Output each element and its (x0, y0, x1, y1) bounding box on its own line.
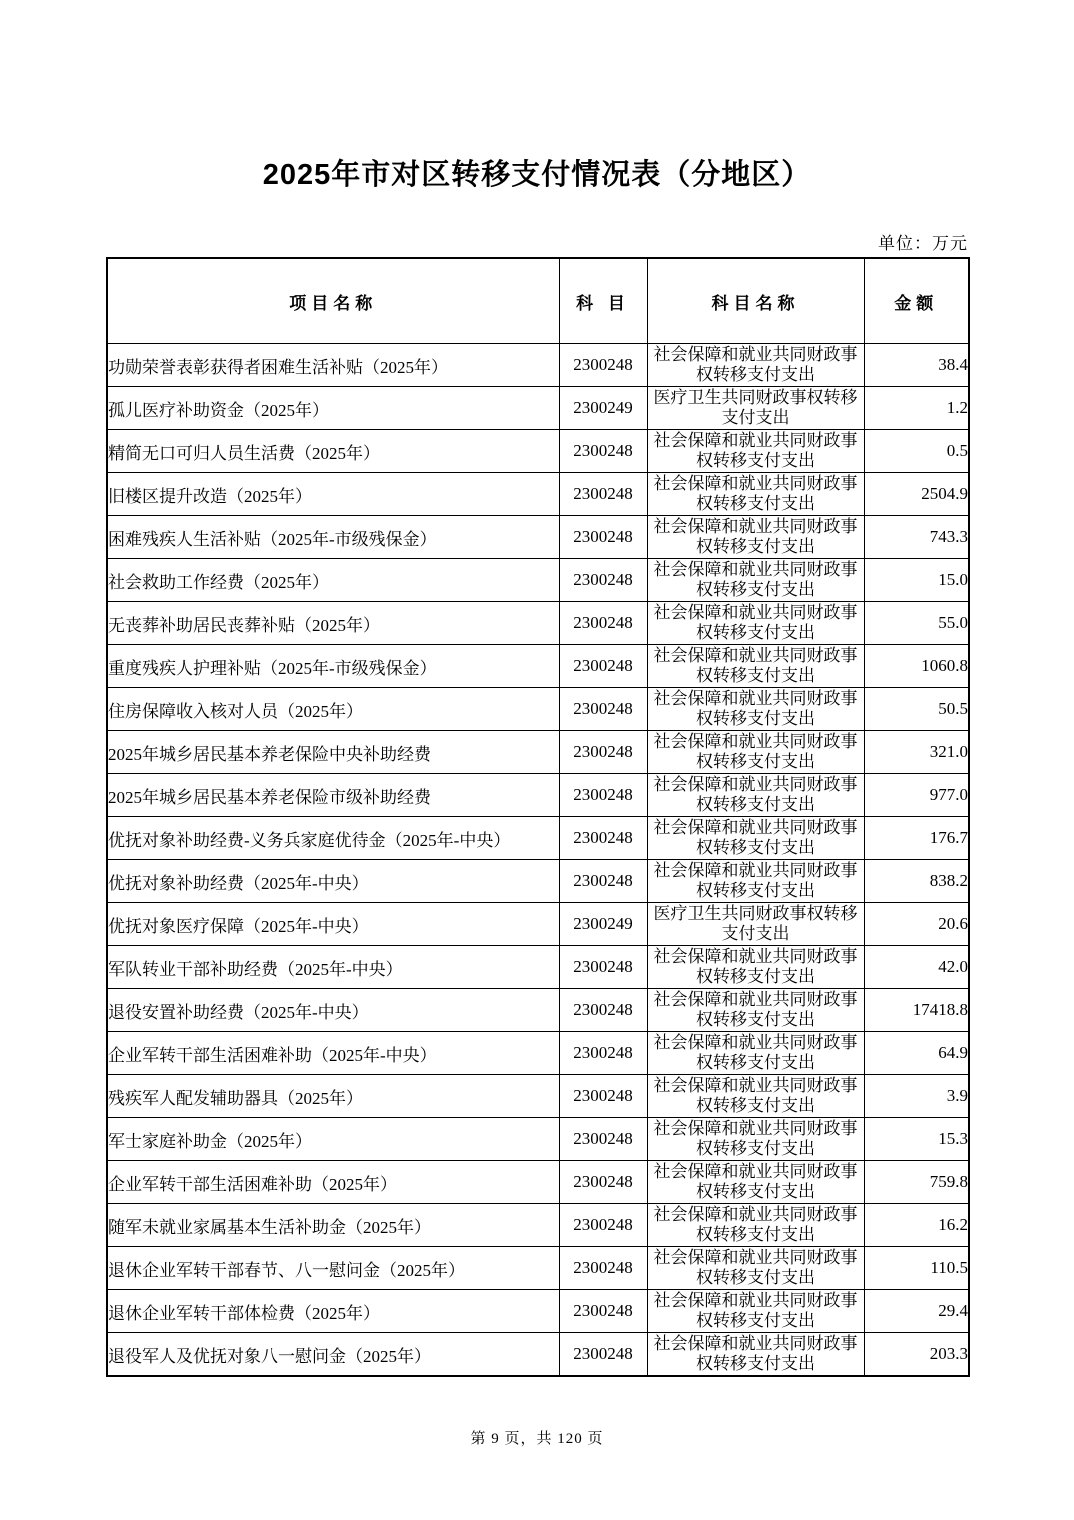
project-name-cell: 旧楼区提升改造（2025年） (107, 473, 559, 516)
table-row (107, 1333, 969, 1377)
project-name-cell: 精简无口可归人员生活费（2025年） (107, 430, 559, 473)
subject-code-cell: 2300248 (559, 473, 647, 516)
project-name-cell: 随军未就业家属基本生活补助金（2025年） (107, 1204, 559, 1247)
subject-name-cell: 社会保障和就业共同财政事权转移支付支出 (647, 989, 864, 1032)
subject-code-cell: 2300249 (559, 387, 647, 430)
subject-code-cell: 2300248 (559, 817, 647, 860)
col-header-amount: 金额 (864, 258, 969, 344)
page-footer: 第 9 页，共 120 页 (470, 1431, 604, 1447)
project-name-cell: 企业军转干部生活困难补助（2025年） (107, 1161, 559, 1204)
subject-code-cell: 2300248 (559, 860, 647, 903)
project-name-cell: 优抚对象补助经费-义务兵家庭优待金（2025年-中央） (107, 817, 559, 860)
amount-cell: 55.0 (864, 602, 969, 645)
subject-code-cell: 2300248 (559, 602, 647, 645)
amount-cell: 3.9 (864, 1075, 969, 1118)
table-row (107, 1161, 969, 1204)
subject-code-cell: 2300248 (559, 344, 647, 387)
table-row (107, 1075, 969, 1118)
subject-code-cell: 2300248 (559, 688, 647, 731)
subject-code-cell: 2300248 (559, 516, 647, 559)
subject-code-cell: 2300248 (559, 774, 647, 817)
amount-cell: 176.7 (864, 817, 969, 860)
amount-cell: 2504.9 (864, 473, 969, 516)
table-row (107, 645, 969, 688)
subject-name-cell: 社会保障和就业共同财政事权转移支付支出 (647, 817, 864, 860)
subject-code-cell: 2300248 (559, 1333, 647, 1377)
table-header-row (107, 258, 969, 344)
subject-name-cell: 社会保障和就业共同财政事权转移支付支出 (647, 1032, 864, 1075)
table-row (107, 516, 969, 559)
table-row (107, 602, 969, 645)
table-section (106, 229, 968, 1377)
amount-cell: 20.6 (864, 903, 969, 946)
subject-name-cell: 社会保障和就业共同财政事权转移支付支出 (647, 1204, 864, 1247)
project-name-cell: 社会救助工作经费（2025年） (107, 559, 559, 602)
subject-code-cell: 2300248 (559, 1032, 647, 1075)
subject-name-cell: 社会保障和就业共同财政事权转移支付支出 (647, 645, 864, 688)
subject-name-cell: 社会保障和就业共同财政事权转移支付支出 (647, 602, 864, 645)
amount-cell: 1.2 (864, 387, 969, 430)
subject-name-cell: 医疗卫生共同财政事权转移支付支出 (647, 903, 864, 946)
subject-code-cell: 2300248 (559, 1247, 647, 1290)
table-row (107, 473, 969, 516)
subject-name-cell: 社会保障和就业共同财政事权转移支付支出 (647, 860, 864, 903)
table-row (107, 1118, 969, 1161)
table-row (107, 774, 969, 817)
table-row (107, 344, 969, 387)
amount-cell: 977.0 (864, 774, 969, 817)
amount-cell: 17418.8 (864, 989, 969, 1032)
amount-cell: 38.4 (864, 344, 969, 387)
amount-cell: 15.0 (864, 559, 969, 602)
table-row (107, 1247, 969, 1290)
amount-cell: 743.3 (864, 516, 969, 559)
subject-name-cell: 社会保障和就业共同财政事权转移支付支出 (647, 688, 864, 731)
subject-name-cell: 社会保障和就业共同财政事权转移支付支出 (647, 430, 864, 473)
subject-name-cell: 社会保障和就业共同财政事权转移支付支出 (647, 516, 864, 559)
col-header-subject-code: 科 目 (559, 258, 647, 344)
table-row (107, 688, 969, 731)
amount-cell: 1060.8 (864, 645, 969, 688)
project-name-cell: 退役安置补助经费（2025年-中央） (107, 989, 559, 1032)
project-name-cell: 优抚对象医疗保障（2025年-中央） (107, 903, 559, 946)
subject-name-cell: 社会保障和就业共同财政事权转移支付支出 (647, 473, 864, 516)
project-name-cell: 2025年城乡居民基本养老保险中央补助经费 (107, 731, 559, 774)
amount-cell: 110.5 (864, 1247, 969, 1290)
unit-label: 单位：万元 (878, 234, 968, 253)
amount-cell: 50.5 (864, 688, 969, 731)
subject-code-cell: 2300248 (559, 559, 647, 602)
subject-code-cell: 2300248 (559, 1118, 647, 1161)
col-header-subject-name: 科目名称 (647, 258, 864, 344)
subject-name-cell: 社会保障和就业共同财政事权转移支付支出 (647, 559, 864, 602)
project-name-cell: 退休企业军转干部体检费（2025年） (107, 1290, 559, 1333)
amount-cell: 203.3 (864, 1333, 969, 1377)
table-row (107, 1290, 969, 1333)
subject-code-cell: 2300248 (559, 1075, 647, 1118)
table-row (107, 860, 969, 903)
amount-cell: 29.4 (864, 1290, 969, 1333)
amount-cell: 838.2 (864, 860, 969, 903)
amount-cell: 759.8 (864, 1161, 969, 1204)
project-name-cell: 2025年城乡居民基本养老保险市级补助经费 (107, 774, 559, 817)
subject-code-cell: 2300248 (559, 1161, 647, 1204)
subject-name-cell: 社会保障和就业共同财政事权转移支付支出 (647, 1290, 864, 1333)
subject-name-cell: 社会保障和就业共同财政事权转移支付支出 (647, 731, 864, 774)
col-header-project-name: 项目名称 (107, 258, 559, 344)
amount-cell: 15.3 (864, 1118, 969, 1161)
project-name-cell: 退休企业军转干部春节、八一慰问金（2025年） (107, 1247, 559, 1290)
subject-name-cell: 社会保障和就业共同财政事权转移支付支出 (647, 774, 864, 817)
project-name-cell: 军士家庭补助金（2025年） (107, 1118, 559, 1161)
transfer-payment-table (106, 257, 970, 1377)
amount-cell: 42.0 (864, 946, 969, 989)
project-name-cell: 孤儿医疗补助资金（2025年） (107, 387, 559, 430)
table-row (107, 989, 969, 1032)
project-name-cell: 功勋荣誉表彰获得者困难生活补贴（2025年） (107, 344, 559, 387)
subject-name-cell: 社会保障和就业共同财政事权转移支付支出 (647, 1161, 864, 1204)
page-title: 2025年市对区转移支付情况表（分地区） (262, 159, 812, 191)
table-row (107, 946, 969, 989)
project-name-cell: 残疾军人配发辅助器具（2025年） (107, 1075, 559, 1118)
project-name-cell: 退役军人及优抚对象八一慰问金（2025年） (107, 1333, 559, 1377)
amount-cell: 321.0 (864, 731, 969, 774)
table-row (107, 387, 969, 430)
table-row (107, 559, 969, 602)
table-row (107, 903, 969, 946)
subject-code-cell: 2300248 (559, 731, 647, 774)
subject-name-cell: 社会保障和就业共同财政事权转移支付支出 (647, 344, 864, 387)
subject-code-cell: 2300248 (559, 645, 647, 688)
table-row (107, 1204, 969, 1247)
amount-cell: 0.5 (864, 430, 969, 473)
table-row (107, 817, 969, 860)
amount-cell: 64.9 (864, 1032, 969, 1075)
amount-cell: 16.2 (864, 1204, 969, 1247)
table-row (107, 731, 969, 774)
subject-name-cell: 社会保障和就业共同财政事权转移支付支出 (647, 1247, 864, 1290)
project-name-cell: 无丧葬补助居民丧葬补贴（2025年） (107, 602, 559, 645)
project-name-cell: 优抚对象补助经费（2025年-中央） (107, 860, 559, 903)
project-name-cell: 军队转业干部补助经费（2025年-中央） (107, 946, 559, 989)
project-name-cell: 重度残疾人护理补贴（2025年-市级残保金） (107, 645, 559, 688)
project-name-cell: 住房保障收入核对人员（2025年） (107, 688, 559, 731)
subject-code-cell: 2300248 (559, 989, 647, 1032)
project-name-cell: 企业军转干部生活困难补助（2025年-中央） (107, 1032, 559, 1075)
subject-name-cell: 社会保障和就业共同财政事权转移支付支出 (647, 1075, 864, 1118)
subject-name-cell: 社会保障和就业共同财政事权转移支付支出 (647, 946, 864, 989)
subject-code-cell: 2300249 (559, 903, 647, 946)
subject-name-cell: 社会保障和就业共同财政事权转移支付支出 (647, 1333, 864, 1377)
subject-name-cell: 医疗卫生共同财政事权转移支付支出 (647, 387, 864, 430)
project-name-cell: 困难残疾人生活补贴（2025年-市级残保金） (107, 516, 559, 559)
subject-code-cell: 2300248 (559, 1204, 647, 1247)
subject-name-cell: 社会保障和就业共同财政事权转移支付支出 (647, 1118, 864, 1161)
subject-code-cell: 2300248 (559, 430, 647, 473)
subject-code-cell: 2300248 (559, 1290, 647, 1333)
table-row (107, 1032, 969, 1075)
table-row (107, 430, 969, 473)
subject-code-cell: 2300248 (559, 946, 647, 989)
